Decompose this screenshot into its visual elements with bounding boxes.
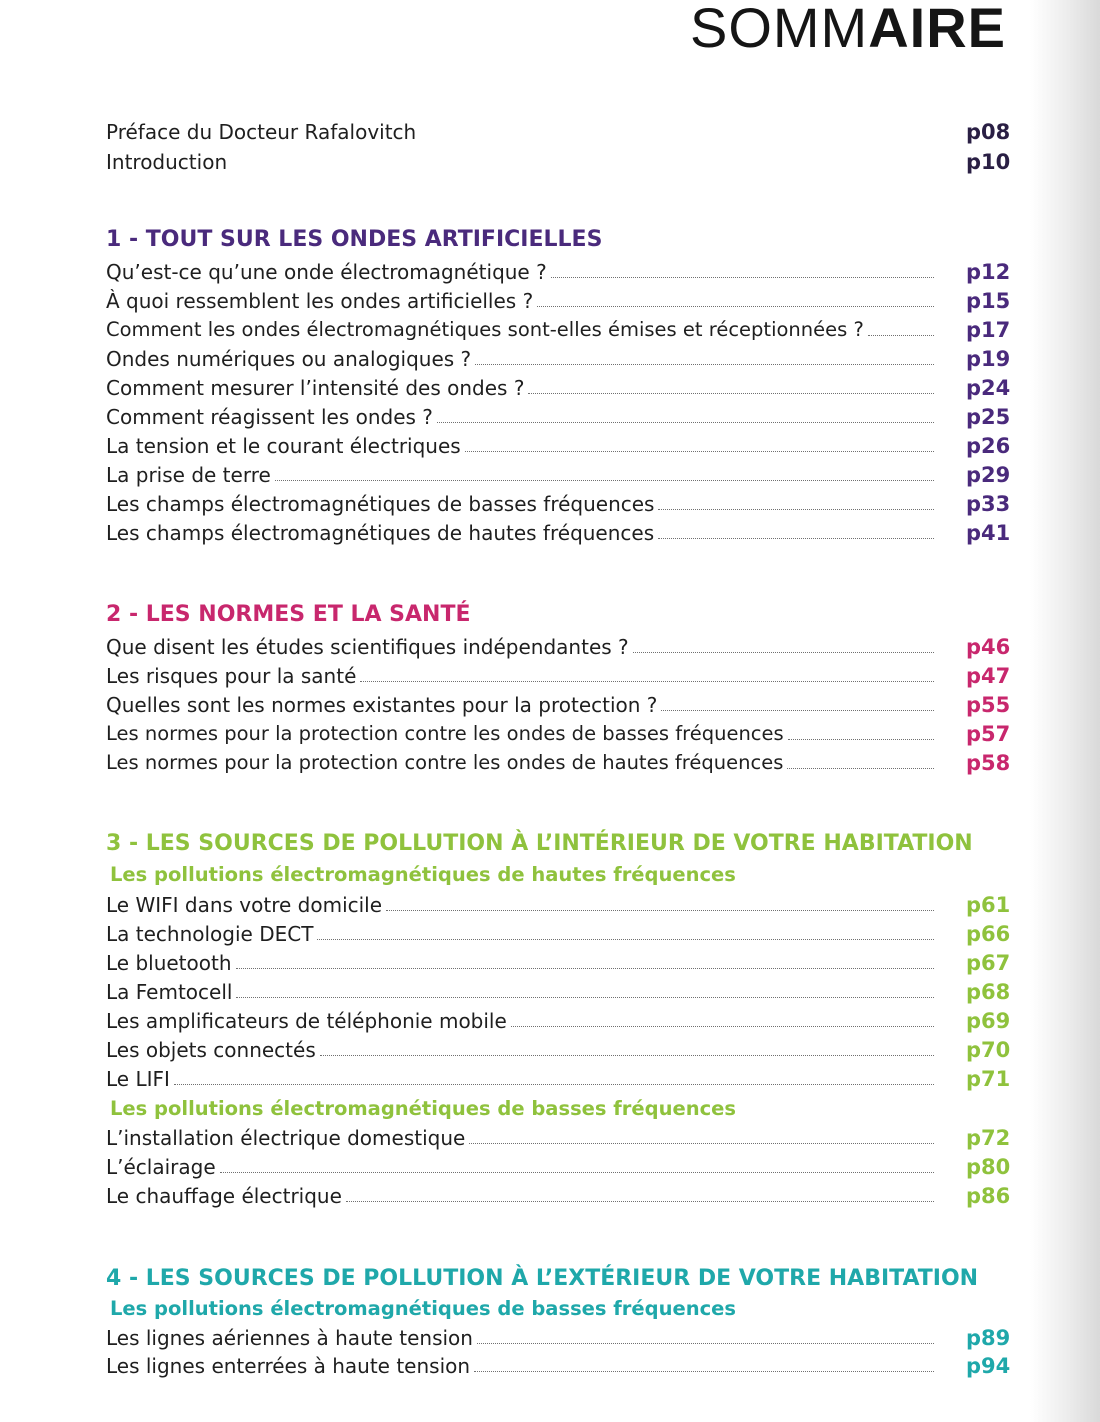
toc-entry-label: Introduction (106, 150, 228, 174)
toc-entry-page: p69 (966, 1009, 1011, 1033)
toc-entry-page: p89 (966, 1326, 1011, 1350)
toc-entry-label: La technologie DECT (106, 922, 314, 946)
toc-entry-label: Le chauffage électrique (106, 1184, 342, 1208)
section-title-2[interactable]: 2 - LES NORMES ET LA SANTÉ (106, 602, 471, 627)
toc-entry-label: Préface du Docteur Rafalovitch (106, 120, 417, 144)
toc-entry-label: À quoi ressemblent les ondes artificielles ? (106, 289, 534, 313)
toc-entry-label: Les amplificateurs de téléphonie mobile (106, 1009, 507, 1033)
toc-entry-label: Les risques pour la santé (106, 664, 357, 688)
toc-entry[interactable] (106, 631, 1010, 659)
page-edge-shadow (1030, 0, 1100, 1422)
toc-entry-label: Comment les ondes électromagnétiques sont-elles émises et réceptionnées ? (106, 318, 864, 341)
toc-entry-label: Le WIFI dans votre domicile (106, 893, 383, 917)
toc-entry-label: L’installation électrique domestique (106, 1126, 466, 1150)
subsection-title: Les pollutions électromagnétiques de basses fréquences (110, 1097, 736, 1120)
subsection-title: Les pollutions électromagnétiques de hautes fréquences (110, 863, 736, 886)
toc-entry-page: p57 (966, 722, 1011, 746)
toc-entry[interactable] (106, 718, 1010, 746)
toc-entry-label: Les normes pour la protection contre les ondes de hautes fréquences (106, 751, 784, 774)
toc-entry-page: p33 (966, 492, 1011, 516)
toc-entry-page: p66 (966, 922, 1011, 946)
toc-entry-label: Les objets connectés (106, 1038, 316, 1062)
toc-entry[interactable] (106, 689, 1010, 717)
toc-entry[interactable] (106, 1034, 1010, 1062)
toc-entry[interactable] (106, 889, 1010, 917)
toc-entry[interactable] (106, 1350, 1010, 1378)
toc-entry[interactable] (106, 401, 1010, 429)
toc-entry-page: p17 (966, 318, 1011, 342)
toc-entry-label: La tension et le courant électriques (106, 434, 461, 458)
page-title: SOMMAIRE (689, 0, 1006, 59)
toc-entry-label: Les lignes aériennes à haute tension (106, 1326, 473, 1350)
toc-entry-page: p15 (966, 289, 1011, 313)
toc-entry[interactable] (106, 660, 1010, 688)
toc-entry-page: p72 (966, 1126, 1011, 1150)
toc-entry[interactable] (106, 314, 1010, 342)
toc-entry-page: p25 (966, 405, 1011, 429)
toc-entry-label: Que disent les études scientifiques indépendantes ? (106, 635, 629, 659)
toc-entry-label: Les normes pour la protection contre les ondes de basses fréquences (106, 722, 784, 745)
toc-entry-label: Quelles sont les normes existantes pour la protection ? (106, 693, 658, 717)
toc-entry-page: p71 (966, 1067, 1011, 1091)
toc-entry-page: p67 (966, 951, 1011, 975)
toc-entry-page: p61 (966, 893, 1011, 917)
toc-entry-page: p41 (966, 521, 1011, 545)
toc-entry-label: La Femtocell (106, 980, 233, 1004)
toc-entry-page: p10 (966, 150, 1011, 174)
toc-entry[interactable] (106, 372, 1010, 400)
toc-entry-label: Qu’est-ce qu’une onde électromagnétique ? (106, 260, 547, 284)
toc-entry-page: p24 (966, 376, 1011, 400)
section-title-3[interactable]: 3 - LES SOURCES DE POLLUTION À L’INTÉRIEUR DE VOTRE HABITATION (106, 831, 973, 856)
toc-entry[interactable] (106, 918, 1010, 946)
subsection-title: Les pollutions électromagnétiques de basses fréquences (110, 1297, 736, 1320)
toc-entry-page: p12 (966, 260, 1011, 284)
toc-entry[interactable] (106, 976, 1010, 1004)
toc-entry[interactable] (106, 256, 1010, 284)
toc-entry[interactable] (106, 947, 1010, 975)
toc-entry-page: p70 (966, 1038, 1011, 1062)
toc-entry-page: p46 (966, 635, 1011, 659)
toc-entry[interactable] (106, 285, 1010, 313)
toc-entry-label: Les lignes enterrées à haute tension (106, 1354, 471, 1378)
section-title-4[interactable]: 4 - LES SOURCES DE POLLUTION À L’EXTÉRIEUR DE VOTRE HABITATION (106, 1266, 979, 1291)
toc-entry-label: Les champs électromagnétiques de basses fréquences (106, 492, 655, 516)
toc-entry[interactable] (106, 1005, 1010, 1033)
toc-entry-page: p94 (966, 1354, 1011, 1378)
toc-entry-page: p55 (966, 693, 1011, 717)
toc-entry[interactable] (106, 517, 1010, 545)
toc-entry[interactable] (106, 459, 1010, 487)
toc-entry-label: Comment mesurer l’intensité des ondes ? (106, 376, 525, 400)
toc-entry-preface[interactable] (106, 116, 1010, 144)
toc-entry-page: p19 (966, 347, 1011, 371)
toc-entry[interactable] (106, 1322, 1010, 1350)
toc-entry[interactable] (106, 1063, 1010, 1091)
toc-entry-label: Les champs électromagnétiques de hautes fréquences (106, 521, 655, 545)
toc-entry-page: p08 (966, 120, 1011, 144)
toc-entry[interactable] (106, 488, 1010, 516)
toc-entry-page: p29 (966, 463, 1011, 487)
toc-entry-label: Ondes numériques ou analogiques ? (106, 347, 472, 371)
toc-entry-page: p68 (966, 980, 1011, 1004)
toc-entry-page: p47 (966, 664, 1011, 688)
toc-entry-label: Comment réagissent les ondes ? (106, 405, 433, 429)
toc-entry[interactable] (106, 430, 1010, 458)
toc-entry[interactable] (106, 1122, 1010, 1150)
toc-entry-page: p58 (966, 751, 1011, 775)
toc-entry[interactable] (106, 343, 1010, 371)
toc-entry[interactable] (106, 747, 1010, 775)
toc-entry-label: Le LIFI (106, 1067, 170, 1091)
toc-entry[interactable] (106, 1180, 1010, 1208)
toc-entry-label: L’éclairage (106, 1155, 216, 1179)
toc-entry-page: p80 (966, 1155, 1011, 1179)
toc-entry[interactable] (106, 1151, 1010, 1179)
toc-entry-introduction[interactable] (106, 146, 1010, 174)
toc-entry-page: p26 (966, 434, 1011, 458)
toc-entry-page: p86 (966, 1184, 1011, 1208)
toc-entry-label: Le bluetooth (106, 951, 232, 975)
section-title-1[interactable]: 1 - TOUT SUR LES ONDES ARTIFICIELLES (106, 227, 603, 252)
toc-entry-label: La prise de terre (106, 463, 271, 487)
